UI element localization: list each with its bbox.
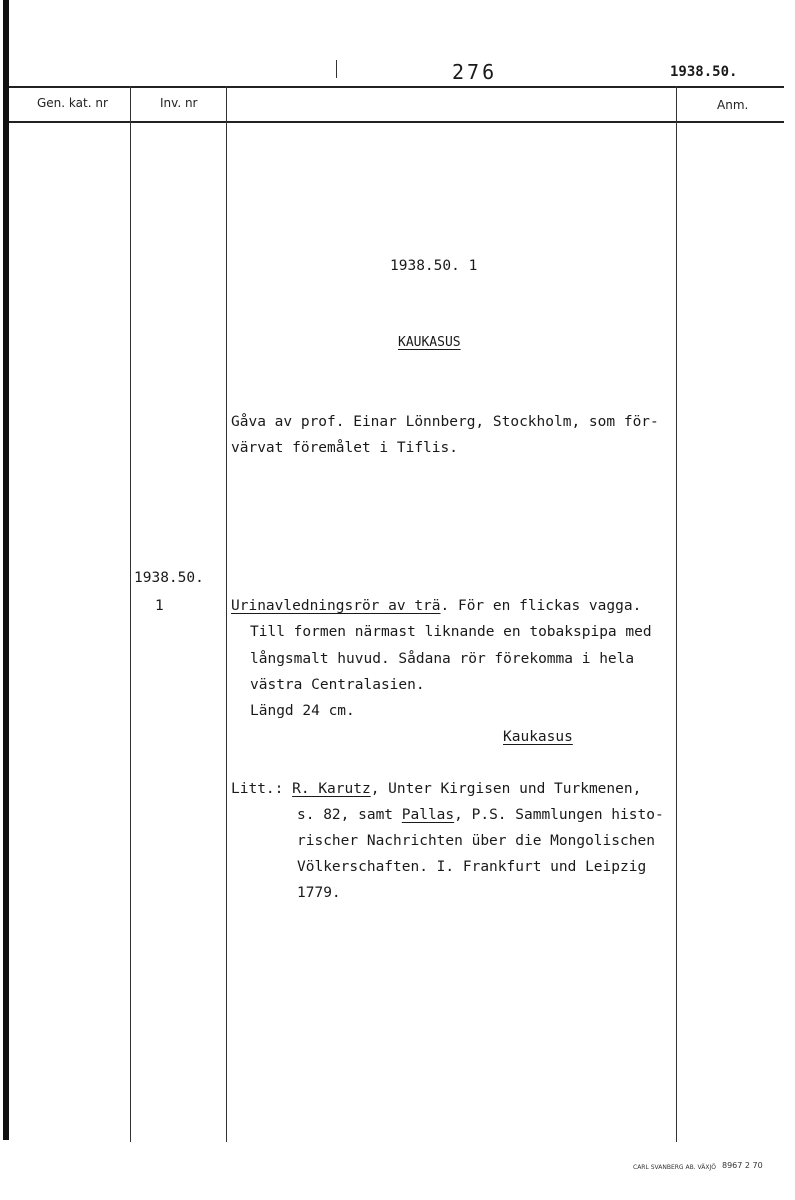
column-header-inv-nr: Inv. nr xyxy=(160,96,198,110)
litt-line-2 xyxy=(297,807,664,823)
litt-line-2-rest: , P.S. Sammlungen histo- xyxy=(454,807,664,823)
header-tick xyxy=(336,60,337,78)
inv-number-line-2: 1 xyxy=(155,598,164,614)
form-code: 8967 2 70 xyxy=(722,1161,763,1170)
litt-line-3: rischer Nachrichten über die Mongolischen xyxy=(297,833,655,849)
donation-line-2: värvat föremålet i Tiflis. xyxy=(231,440,458,456)
header-bottom-rule xyxy=(9,121,784,123)
region-heading: KAUKASUS xyxy=(398,335,461,350)
region-label: Kaukasus xyxy=(503,729,573,745)
catalog-number: 1938.50. xyxy=(670,64,738,80)
binding-edge xyxy=(3,0,9,1140)
column-divider-1 xyxy=(130,86,131,1142)
column-header-anm: Anm. xyxy=(717,98,749,112)
donation-line-1: Gåva av prof. Einar Lönnberg, Stockholm, som för- xyxy=(231,414,659,430)
litt-author-2: Pallas xyxy=(401,807,455,823)
litt-line-1 xyxy=(231,781,641,797)
column-header-gen-kat-nr: Gen. kat. nr xyxy=(37,96,108,110)
record-title-number: 1938.50. 1 xyxy=(390,258,478,274)
desc-line-3: långsmalt huvud. Sådana rör förekomma i hela xyxy=(250,651,635,667)
object-desc-rest: . För en flickas vagga. xyxy=(440,598,642,614)
header-top-rule xyxy=(9,86,784,88)
printer-imprint: CARL SVANBERG AB. VÄXJÖ xyxy=(633,1164,716,1171)
litt-line-1-rest: , Unter Kirgisen und Turkmenen, xyxy=(370,781,642,797)
object-line-1 xyxy=(231,598,641,614)
length: Längd 24 cm. xyxy=(250,703,355,719)
litt-line-2-pre: s. 82, samt xyxy=(297,807,402,823)
litt-author-1: R. Karutz xyxy=(292,781,371,797)
column-divider-3 xyxy=(676,86,677,1142)
desc-line-2: Till formen närmast liknande en tobakspipa med xyxy=(250,624,652,640)
desc-line-4: västra Centralasien. xyxy=(250,677,425,693)
column-divider-2 xyxy=(226,86,227,1142)
page-number: 276 xyxy=(452,60,498,84)
litt-label: Litt.: xyxy=(231,781,284,797)
object-name: Urinavledningsrör av trä xyxy=(231,598,441,614)
inv-number-line-1: 1938.50. xyxy=(134,570,204,586)
litt-line-4: Völkerschaften. I. Frankfurt und Leipzig xyxy=(297,859,647,875)
litt-line-5: 1779. xyxy=(297,885,341,901)
